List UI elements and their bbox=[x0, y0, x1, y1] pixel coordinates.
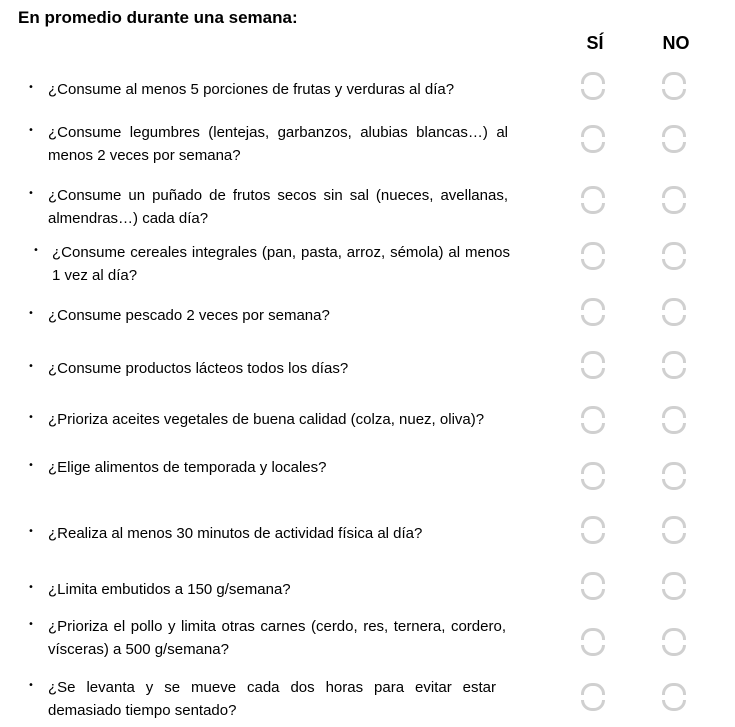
page-title: En promedio durante una semana: bbox=[18, 8, 298, 27]
no-checkbox[interactable] bbox=[662, 125, 686, 153]
yes-checkbox[interactable] bbox=[581, 351, 605, 379]
question-text: ¿Prioriza el pollo y limita otras carnes (cerdo, res, ternera, cordero, vísceras) a 500 g/semana? bbox=[48, 618, 506, 658]
question-text: ¿Consume pescado 2 veces por semana? bbox=[48, 307, 330, 324]
yes-checkbox[interactable] bbox=[581, 516, 605, 544]
yes-checkbox[interactable] bbox=[581, 572, 605, 600]
question-text: ¿Elige alimentos de temporada y locales? bbox=[48, 459, 327, 476]
question-text: ¿Consume productos lácteos todos los días? bbox=[48, 360, 349, 377]
bullet-icon: • bbox=[28, 460, 34, 471]
bullet-icon: • bbox=[28, 82, 34, 93]
no-checkbox[interactable] bbox=[662, 462, 686, 490]
yes-checkbox[interactable] bbox=[581, 186, 605, 214]
bullet-icon: • bbox=[28, 619, 34, 630]
question-text: ¿Consume al menos 5 porciones de frutas y verduras al día? bbox=[48, 81, 455, 98]
bullet-icon: • bbox=[28, 412, 34, 423]
no-checkbox[interactable] bbox=[662, 572, 686, 600]
question-text: ¿Realiza al menos 30 minutos de actividad física al día? bbox=[48, 525, 423, 542]
question-text: ¿Consume legumbres (lentejas, garbanzos, alubias blancas…) al menos 2 veces por semana? bbox=[48, 124, 508, 164]
no-checkbox[interactable] bbox=[662, 683, 686, 711]
no-checkbox[interactable] bbox=[662, 516, 686, 544]
bullet-icon: • bbox=[33, 245, 39, 256]
question-text: ¿Prioriza aceites vegetales de buena calidad (colza, nuez, oliva)? bbox=[48, 411, 485, 428]
question-text: ¿Se levanta y se mueve cada dos horas para evitar estar demasiado tiempo sentado? bbox=[48, 679, 496, 719]
question-text: ¿Consume cereales integrales (pan, pasta, arroz, sémola) al menos 1 vez al día? bbox=[52, 244, 510, 284]
yes-checkbox[interactable] bbox=[581, 72, 605, 100]
bullet-icon: • bbox=[28, 361, 34, 372]
yes-checkbox[interactable] bbox=[581, 406, 605, 434]
no-checkbox[interactable] bbox=[662, 351, 686, 379]
column-header-no: NO bbox=[662, 33, 690, 53]
no-checkbox[interactable] bbox=[662, 298, 686, 326]
no-checkbox[interactable] bbox=[662, 186, 686, 214]
yes-checkbox[interactable] bbox=[581, 242, 605, 270]
bullet-icon: • bbox=[28, 125, 34, 136]
no-checkbox[interactable] bbox=[662, 242, 686, 270]
no-checkbox[interactable] bbox=[662, 72, 686, 100]
question-text: ¿Consume un puñado de frutos secos sin sal (nueces, avellanas, almendras…) cada día? bbox=[48, 187, 508, 227]
no-checkbox[interactable] bbox=[662, 406, 686, 434]
yes-checkbox[interactable] bbox=[581, 125, 605, 153]
bullet-icon: • bbox=[28, 582, 34, 593]
bullet-icon: • bbox=[28, 526, 34, 537]
yes-checkbox[interactable] bbox=[581, 628, 605, 656]
yes-checkbox[interactable] bbox=[581, 298, 605, 326]
question-text: ¿Limita embutidos a 150 g/semana? bbox=[48, 581, 291, 598]
no-checkbox[interactable] bbox=[662, 628, 686, 656]
bullet-icon: • bbox=[28, 188, 34, 199]
yes-checkbox[interactable] bbox=[581, 683, 605, 711]
bullet-icon: • bbox=[28, 680, 34, 691]
column-header-yes: SÍ bbox=[586, 33, 604, 53]
bullet-icon: • bbox=[28, 308, 34, 319]
yes-checkbox[interactable] bbox=[581, 462, 605, 490]
